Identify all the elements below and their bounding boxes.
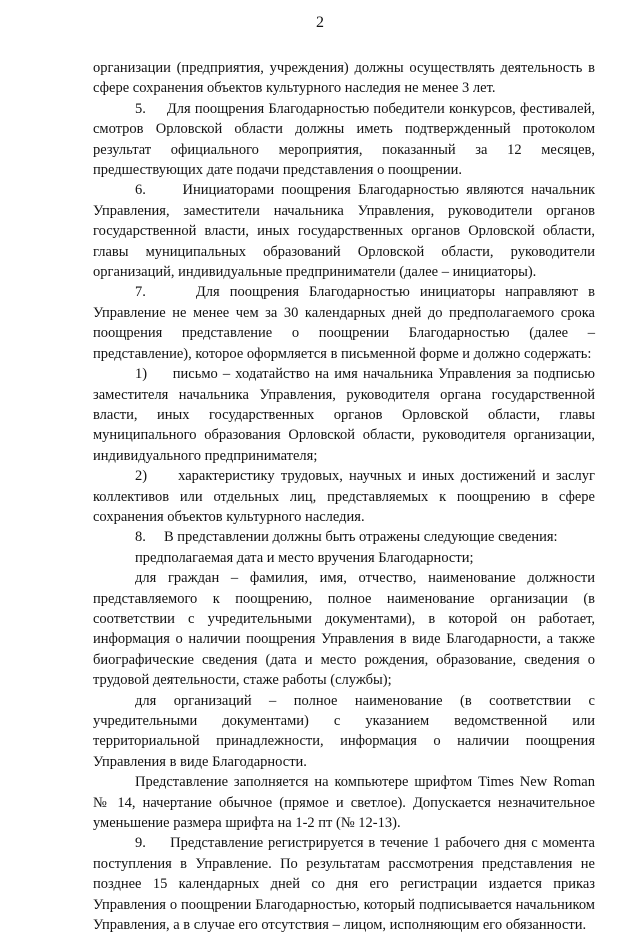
paragraph-citizens: для граждан – фамилия, имя, отчество, наименование должности представляемого к поощрению, полное наименование организации (в соответствии с учредительными документами), в которой он работает, информация о наличии поощрения Управления в виде Благодарности, а также биографические сведения (дата и место рождения, образование, сведения о трудовой деятельности, стаже работы (службы);: [93, 570, 595, 689]
paragraph-item-7: 7. Для поощрения Благодарностью инициаторы направляют в Управление не менее чем за 30 календарных дней до предполагаемого срока поощрения представление о поощрении Благодарностью (далее – представление), которое оформляется в письменной форме и должно содержать:: [93, 284, 595, 362]
paragraph-organizations: для организаций – полное наименование (в соответствии с учредительными документами) с указанием ведомственной или территориальной принадлежности, информация о наличии поощрения Управления в виде Благодарности.: [93, 692, 595, 770]
paragraph-date-place: предполагаемая дата и место вручения Благодарности;: [135, 549, 474, 566]
paragraph-item-5: 5. Для поощрения Благодарностью победители конкурсов, фестивалей, смотров Орловской области должны иметь подтвержденный протоколом результат официального мероприятия, показанный за 12 месяцев, предшествующих дате подачи представления о поощрении.: [93, 100, 595, 179]
paragraph-item-9: 9. Представление регистрируется в течение 1 рабочего дня с момента поступления в Управление. По результатам рассмотрения представления не позднее 15 календарных дней со дня его регистрации издается приказ Управления о поощрении Благодарностью, который подписывается начальником Управления, а в случае его отсутствия – лицом, исполняющим его обязанности.: [93, 835, 595, 934]
paragraph-item-6: 6. Инициаторами поощрения Благодарностью являются начальник Управления, заместители начальника Управления, руководители органов государственной власти, иных государственных органов Орловской области, главы муниципальных образований Орловской области, руководители организаций, индивидуальные предприниматели (далее – инициаторы).: [93, 182, 595, 281]
paragraph-continuation: организации (предприятия, учреждения) должны осуществлять деятельность в сфере сохранения объектов культурного наследия не менее 3 лет.: [93, 60, 595, 97]
paragraph-subitem-1: 1) письмо – ходатайство на имя начальника Управления за подписью заместителя начальника Управления, руководителя органа государственной власти, иных государственных органов Орловской области, главы муниципального образования Орловской области, руководителя организации, индивидуального предпринимателя;: [93, 366, 595, 464]
paragraph-font-requirements: Представление заполняется на компьютере шрифтом Times New Roman № 14, начертание обычное (прямое и светлое). Допускается незначительное уменьшение размера шрифта на 1-2 пт (№ 12-13).: [93, 774, 595, 832]
paragraph-subitem-2: 2) характеристику трудовых, научных и иных достижений и заслуг коллективов или отдельных лиц, представляемых к поощрению в сфере сохранения объектов культурного наследия.: [93, 468, 595, 525]
paragraph-item-8: 8. В представлении должны быть отражены следующие сведения:: [135, 529, 558, 546]
document-body: [93, 58, 595, 935]
page-number: 2: [316, 14, 324, 31]
